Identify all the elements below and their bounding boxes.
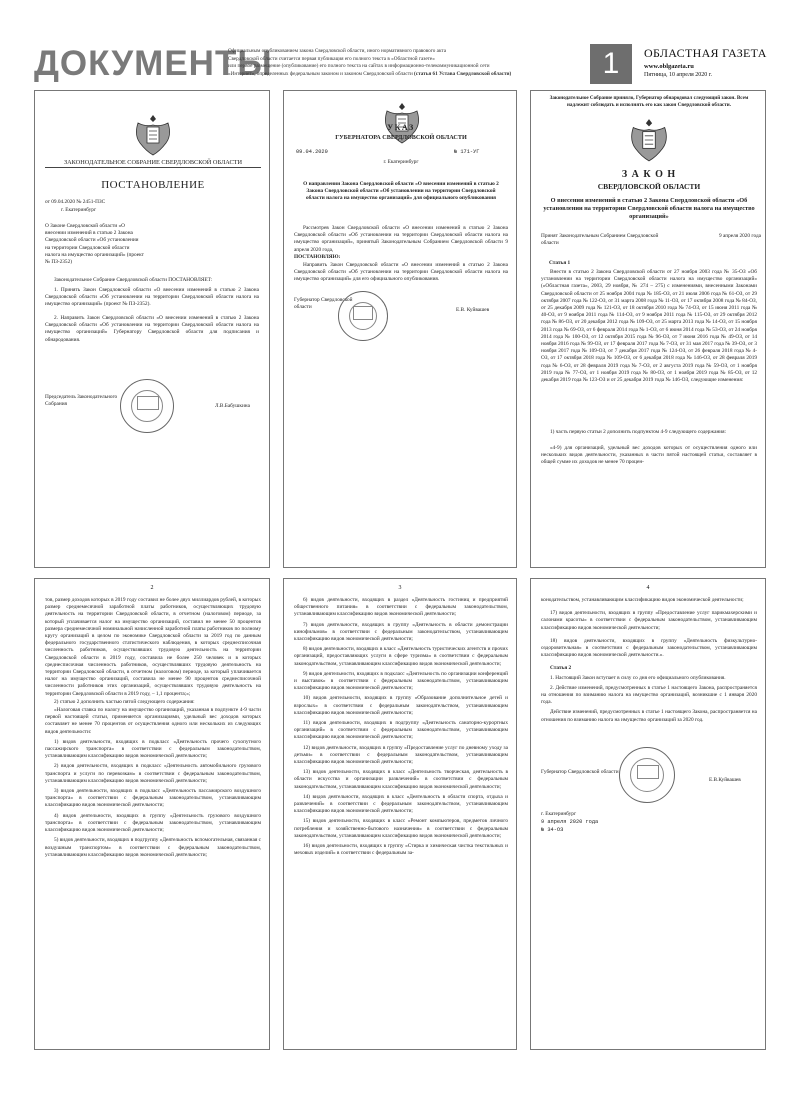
paragraph: 3) видов деятельности, входящих в подкласс «Деятельность пассажирского воздушного транспорта» в соответствии с федеральным законодательством, устанавливающим классификацию видов экономической деятельности; [45, 788, 261, 809]
law-page-4 [530, 578, 766, 1050]
postanovlenie-preamble: Законодательное Собрание Свердловской области ПОСТАНОВЛЯЕТ: [54, 277, 213, 283]
zakon-art1-quote: «4-9) для организаций, удельный вес доходов которых от осуществления одного или нескольких видов деятельности, указанных в части пятой настоящей статьи, составляет в общей сумме их доходов не менее 70 процен- [541, 445, 757, 466]
postanovlenie-subject: О Законе Свердловской области «О внесении изменений в статью 2 Закона Свердловской области «Об установлении на территории Свердловской области налога на имущество организаций» (проект № ПЗ-2352) [45, 223, 144, 266]
paragraph: 1. Настоящий Закон вступает в силу со дня его официального опубликования. [550, 674, 726, 681]
page-number: 3 [398, 585, 402, 591]
coat-of-arms-icon [132, 113, 174, 157]
paragraph: конодательством, устанавливающим классификацию видов экономической деятельности; [541, 597, 744, 603]
page-4-body [541, 597, 757, 724]
law-page-2 [34, 578, 270, 1050]
paragraph: 10) видов деятельности, входящих в группу «Образование дополнительное детей и взрослых» в соответствии с федеральным законодательством, устанавливающим классификацию видов экономической деятельности; [294, 695, 508, 716]
paragraph: 1) видов деятельности, входящих в подкласс «Деятельность прочего сухопутного пассажирского транспорта» в соответствии с федеральным законодательством, устанавливающим классификацию видов экономической деятельности; [45, 738, 261, 760]
paragraph: 16) видов деятельности, входящих в группу «Стирка и химическая чистка текстильных и меховых изделий» в соответствии с федеральным за- [294, 843, 508, 857]
law-page-3 [283, 578, 517, 1050]
paragraph: 11) видов деятельности, входящих в подгруппу «Деятельность санаторно-курортных организаций» в соответствии с федеральным законодательством, устанавливающим классификацию видов экономической деятельности; [294, 720, 508, 741]
paragraph: 17) видов деятельности, входящих в группу «Предоставление услуг парикмахерскими и салонами красоты» в соответствии с федеральным законодательством, устанавливающим классификацию видов экономической деятельности; [541, 610, 757, 631]
paragraph: 14) видов деятельности, входящих в класс «Деятельность в области спорта, отдыха и развлечений» в соответствии с федеральным законодательством, устанавливающим классификацию видов экономической деятельности; [294, 793, 508, 815]
page4-law-number: № 34-ОЗ [541, 827, 564, 833]
postanovlenie-sign-role: Председатель Законодательного Собрания [45, 394, 118, 408]
newspaper-name: ОБЛАСТНАЯ ГАЗЕТА [644, 46, 767, 60]
zakon-art1-text: Внести в статью 2 Закона Свердловской области от 27 ноября 2003 года № 35-ОЗ «Об установлении на территории Свердловской области налога на имущество организаций» («Областная газета», 2003, 29 ноября, № 274 – 275) с изменениями, внесенными Законами Свердловской области от 25 ноября 2004 года № 185-ОЗ, от 21 июля 2006 года № 61-ОЗ, от 29 октября 2007 года № 122-ОЗ, от 31 марта 2008 года № 11-ОЗ, от 17 октября 2008 года № 84-ОЗ, от 25 декабря 2009 года № 121-ОЗ, от 18 октября 2010 года № 74-ОЗ, от 15 июня 2011 года № 40-ОЗ, от 9 ноября 2011 года № 114-ОЗ, от 9 ноября 2011 года № 115-ОЗ, от 29 октября 2012 года № 86-ОЗ, от 20 декабря 2012 года № 109-ОЗ, от 25 марта 2013 года № 14-ОЗ, от 15 ноября 2013 года № 69-ОЗ, от 6 февраля 2014 года № 1-ОЗ, от 6 июня 2014 года № 53-ОЗ, от 24 ноября 2014 года № 100-ОЗ, от 12 октября 2015 года № 96-ОЗ, от 7 июня 2016 года № 49-ОЗ, от 14 ноября 2016 года № 99-ОЗ, от 17 февраля 2017 года № 7-ОЗ, от 31 мая 2017 года № 39-ОЗ, от 3 ноября 2017 года № 109-ОЗ, от 7 декабря 2017 года № 124-ОЗ, от 26 февраля 2018 года № 4-ОЗ, от 17 октября 2018 года № 109-ОЗ, от 6 декабря 2018 года № 146-ОЗ, от 28 февраля 2019 года № 6-ОЗ, от 28 февраля 2019 года № 7-ОЗ, от 2 августа 2019 года № 59-ОЗ, от 1 ноября 2019 года № 77-ОЗ, от 1 ноября 2019 года № 80-ОЗ, от 1 ноября 2019 года № 85-ОЗ, от 12 декабря 2019 года № 123-ОЗ и от 25 декабря 2019 года № 146-ОЗ, следующие изменения: [541, 269, 757, 384]
page-number-badge: 1 [590, 44, 632, 84]
zakon-art1-p1: 1) часть первую статьи 2 дополнить подпунктом 4-9 следующего содержания: [550, 429, 727, 435]
paragraph: 2) статью 2 дополнить частью пятой следующего содержания: [54, 698, 195, 705]
page-number: 4 [646, 585, 650, 591]
zakon-panel [530, 90, 766, 568]
ukaz-subtitle: ГУБЕРНАТОРА СВЕРДЛОВСКОЙ ОБЛАСТИ [335, 134, 467, 141]
paragraph: «Налоговая ставка по налогу на имущество организаций, указанная в подпункте 4-9 части первой настоящей статьи, применяется организациями, удельный вес доходов которых составляет не менее 70 процентов от осуществления одного или нескольких из следующих видов деятельности: [45, 707, 261, 735]
postanovlenie-title: ПОСТАНОВЛЕНИЕ [101, 179, 205, 191]
paragraph: 6) видов деятельности, входящих в раздел «Деятельность гостиниц и предприятий общественного питания» в соответствии с федеральным законодательством, устанавливающим классификацию видов экономической деятельности; [294, 597, 508, 618]
ukaz-body: Рассмотрев Закон Свердловской области «О внесении изменений в статью 2 Закона Свердловской области «Об установлении на территории Свердловской области налога на имущество организаций», принятый Законодательным Собранием Свердловской области 9 апреля 2020 года, [294, 225, 508, 253]
zakon-header-note: Законодательное Собрание приняло, Губернатор обнародовал следующий закон. Всем надлежит соблюдать и исполнять его как закон Свердловской области. [549, 95, 749, 108]
zakon-title: З А К О Н [621, 169, 677, 180]
paragraph: 4) видов деятельности, входящих в группу «Деятельность грузового воздушного транспорта» в соответствии с федеральным законодательством, устанавливающим классификацию видов экономической деятельности; [45, 812, 261, 834]
page4-date: 9 апреля 2020 года [541, 819, 599, 825]
ukaz-sign-role: Губернатор Свердловской области [294, 297, 353, 311]
page4-city: г. Екатеринбург [541, 811, 577, 817]
ukaz-date: 09.04.2020 [296, 149, 328, 155]
postanovlenie-sign-name: Л.В.Бабушкина [215, 403, 250, 409]
zakon-accepted-right: 9 апреля 2020 года [719, 233, 761, 239]
paragraph: тов, размер доходов которых в 2019 году составил не более двух миллиардов рублей, в которых размер среднемесячной заработной платы работников, осуществляющих трудовую деятельность на территории Свердловской области, в отчетном (налоговом) периоде, за который уплачивается налог на имущество организаций, составил не менее 50 процентов размера среднемесячной номинальной начисленной заработной платы работников по полному кругу организаций в целом по экономике Свердловской области за 2019 год по данным федерального государственного статистического наблюдения, в которых среднесписочная численность работников, осуществлявших трудовую деятельность на территории Свердловской области в 2019 году, составила не более 250 человек и в которых среднесписочная численность работников, осуществлявших трудовую деятельность на территории Свердловской области, в отчетном (налоговом) периоде, за который уплачивается налог на имущество организаций, составила не менее 90 процентов среднесписочной численности работников этих организаций, осуществлявших трудовую деятельность на территории Свердловской области в 2019 году, – 1,1 процента;»; [45, 597, 261, 697]
page-number: 2 [150, 585, 154, 591]
official-seal [120, 379, 174, 433]
official-seal [619, 747, 675, 803]
ukaz-order: Направить Закон Свердловской области «О внесении изменений в статью 2 Закона Свердловской области «Об установлении на территории Свердловской области налога на имущество организаций» для его официального опубликования. [294, 262, 508, 283]
postanovlenie-org: ЗАКОНОДАТЕЛЬНОЕ СОБРАНИЕ СВЕРДЛОВСКОЙ ОБЛАСТИ [63, 159, 243, 166]
paragraph: 13) видов деятельности, входящих в класс «Деятельность творческая, деятельность в области искусства и организации развлечений» в соответствии с федеральным законодательством, устанавливающим классификацию видов экономической деятельности; [294, 769, 508, 790]
ukaz-city: г. Екатеринбург [383, 159, 419, 165]
paragraph: 7) видов деятельности, входящих в группу «Деятельность в области демонстрации кинофильмов» в соответствии с федеральным законодательством, устанавливающим классификацию видов экономической деятельности; [294, 621, 508, 643]
zakon-subtitle: СВЕРДЛОВСКОЙ ОБЛАСТИ [597, 182, 701, 191]
page-2-body [45, 597, 261, 859]
postanovlenie-panel [34, 90, 270, 568]
postanovlenie-item1: 1. Принять Закон Свердловской области «О внесении изменений в статью 2 Закона Свердловской области «Об установлении на территории Свердловской области налога на имущество организаций» (проект № ПЗ-2352). [45, 287, 259, 308]
paragraph: 8) видов деятельности, входящих в класс «Деятельность туристических агентств и прочих организаций, предоставляющих услуги в сфере туризма» в соответствии с федеральным законодательством, устанавливающим классификацию видов экономической деятельности; [294, 646, 508, 667]
article-heading: Статья 2 [550, 665, 572, 672]
masthead-description: Официальным опубликованием закона Свердловской области, иного нормативного правового акта Свердловской области считается первая публикация его полного текста в «Областной газете» или первое размещение (опубликование) его полного текста на сайтах в информационно-телекоммуникационной сети «Интернет», определенных федеральным законом и законом Свердловской области (статья 61 Устава Свердловской области) [228, 48, 512, 77]
official-seal [338, 291, 388, 341]
ukaz-number: № 171-УГ [454, 149, 480, 155]
newspaper-site-link[interactable]: www.oblgazeta.ru [644, 63, 694, 70]
section-title: ДОКУМЕНТЫ [34, 44, 273, 83]
page4-sign-role: Губернатор Свердловской области [541, 769, 619, 775]
postanovlenie-city: г. Екатеринбург [61, 207, 97, 213]
postanovlenie-date: от 09.04.2020 № 2451-ПЗС [45, 199, 106, 205]
page4-sign-name: Е.В.Куйвашев [709, 777, 741, 783]
paragraph: 9) видов деятельности, входящих в подкласс «Деятельность по организации конференций и выставок» в соответствии с федеральным законодательством, устанавливающим классификацию видов экономической деятельности; [294, 670, 508, 692]
zakon-article1: Статья 1 [549, 260, 571, 266]
paragraph: 18) видов деятельности, входящих в группу «Деятельность физкультурно-оздоровительная» в соответствии с федеральным законодательством, устанавливающим классификацию видов экономической деятельности.». [541, 637, 757, 659]
paragraph: 2. Действие изменений, предусмотренных в статье 1 настоящего Закона, распространяется на отношения по взиманию налога на имущество организаций, возникшие с 1 января 2020 года. [541, 684, 757, 706]
paragraph: 15) видов деятельности, входящих в класс «Ремонт компьютеров, предметов личного потребления и хозяйственно-бытового назначения» в соответствии с федеральным законодательством, устанавливающим классификацию видов экономической деятельности; [294, 818, 508, 839]
zakon-name: О внесении изменений в статью 2 Закона Свердловской области «Об установлении на территории Свердловской области налога на имущество организаций» [543, 197, 755, 220]
ukaz-title: УКАЗ [387, 123, 415, 132]
paragraph: 5) видов деятельности, входящих в подгруппу «Деятельность вспомогательная, связанная с воздушным транспортом» в соответствии с федеральным законодательством, устанавливающим классификацию видов экономической деятельности; [45, 837, 261, 858]
ukaz-subject: О направлении Закона Свердловской области «О внесении изменений в статью 2 Закона Свердловской области «Об установлении на территории Свердловской области налога на имущество организаций» для официального опубликования [303, 181, 499, 202]
ukaz-panel [283, 90, 517, 568]
coat-of-arms-icon [627, 117, 671, 163]
ukaz-decree: ПОСТАНОВЛЯЮ: [294, 254, 341, 260]
issue-date: Пятница, 10 апреля 2020 г. [644, 72, 713, 78]
masthead [34, 44, 768, 84]
paragraph: Действие изменений, предусмотренных в статье 1 настоящего Закона, распространяется на отношения по взиманию налога на имущество организаций за 2020 год. [541, 709, 757, 723]
zakon-accepted-left: Принят Законодательным Собранием Свердловской области [541, 233, 659, 247]
postanovlenie-item2: 2. Направить Закон Свердловской области «О внесении изменений в статью 2 Закона Свердловской области «Об установлении на территории Свердловской области налога на имущество организаций» Губернатору Свердловской области для подписания и обнародования. [45, 315, 259, 343]
page-3-body [294, 597, 508, 858]
paragraph: 2) видов деятельности, входящих в подкласс «Деятельность автомобильного грузового транспорта и услуги по перевозкам» в соответствии с федеральным законодательством, устанавливающим классификацию видов экономической деятельности; [45, 763, 261, 784]
paragraph: 12) видов деятельности, входящих в группу «Предоставление услуг по дневному уходу за детьми» в соответствии с федеральным законодательством, устанавливающим классификацию видов экономической деятельности; [294, 744, 508, 766]
divider [45, 167, 261, 168]
ukaz-sign-name: Е.В. Куйвашев [456, 307, 490, 313]
